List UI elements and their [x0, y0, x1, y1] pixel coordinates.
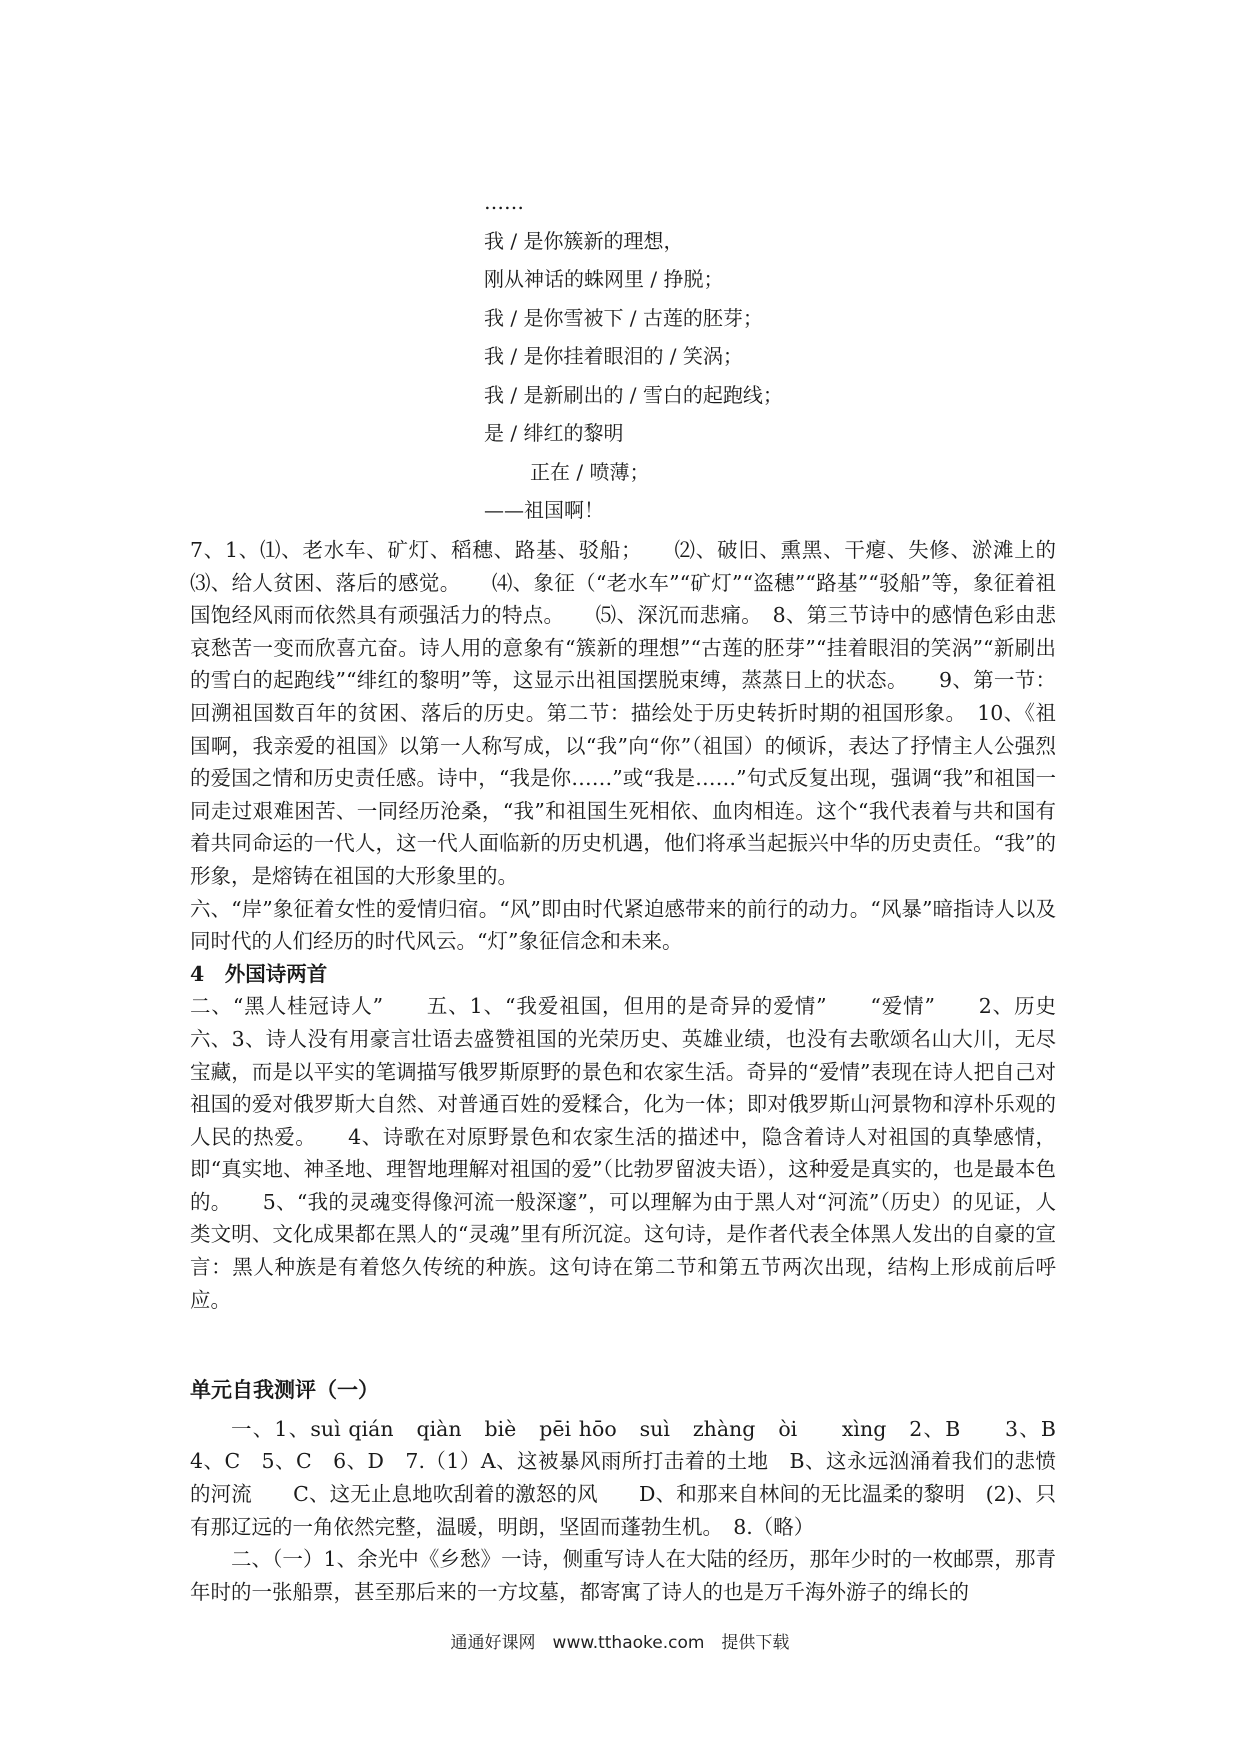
- unit-test-title: 单元自我测评（一）: [190, 1377, 379, 1403]
- answer-paragraph-foreign-poems: 二、“黑人桂冠诗人” 五、1、“我爱祖国，但用的是奇异的爱情” “爱情” 2、历史 六、3、诗人没有用豪言壮语去盛赞祖国的光荣历史、英雄业绩，也没有去歌颂名山大川，无尽宝藏，而是以平实的笔调描写俄罗斯原野的景色和农家生活。奇异的“爱情”表现在诗人把自己对祖国的爱对俄罗斯大自然、对普通百姓的爱糅合，化为一体；即对俄罗斯山河景物和淳朴乐观的人民的热爱。 4、诗歌在对原野景色和农家生活的描述中，隐含着诗人对祖国的真挚感情，即“真实地、神圣地、理智地理解对祖国的爱”（比勃罗留波夫语），这种爱是真实的，也是最本色的。 5、“我的灵魂变得像河流一般深邃”，可以理解为由于黑人对“河流”（历史）的见证，人类文明、文化成果都在黑人的“灵魂”里有所沉淀。这句诗，是作者代表全体黑人发出的自豪的宣言：黑人种族是有着悠久传统的种族。这句诗在第二节和第五节两次出现，结构上形成前后呼应。: [190, 994, 1077, 1312]
- poem-line: 我 / 是你雪被下 / 古莲的胚芽；: [484, 305, 763, 330]
- poem-line: 我 / 是你挂着眼泪的 / 笑涡；: [484, 344, 743, 368]
- answer-content: [190, 534, 1097, 1608]
- answer-paragraph-7-10: 7、1、⑴、老水车、矿灯、稻穗、路基、驳船； ⑵、破旧、熏黑、干瘪、失修、淤滩上的 ⑶、给人贫困、落后的感觉。 ⑷、象征（“老水车”“矿灯”“盗穗”“路基”“驳船”等，象征着祖国饱经风雨而依然具有顽强活力的特点。 ⑸、深沉而悲痛。 8、第三节诗中的感情色彩由悲哀愁苦一变而欣喜亢奋。诗人用的意象有“簇新的理想”“古莲的胚芽”“挂着眼泪的笑涡”“新刷出的雪白的起跑线”“绯红的黎明”等，这显示出祖国摆脱束缚，蒸蒸日上的状态。 9、第一节：回溯祖国数百年的贫困、落后的历史。第二节：描绘处于历史转折时期的祖国形象。 10、《祖国啊，我亲爱的祖国》以第一人称写成，以“我”向“你”（祖国）的倾诉，表达了抒情主人公强烈的爱国之情和历史责任感。诗中，“我是你……”或“我是……”句式反复出现，强调“我”和祖国一同走过艰难困苦、一同经历沧桑，“我”和祖国生死相依、血肉相连。这个“我代表着与共和国有着共同命运的一代人，这一代人面临新的历史机遇，他们将承当起振兴中华的历史责任。“我”的形象，是熔铸在祖国的大形象里的。: [190, 538, 1097, 888]
- poem-excerpt: [484, 183, 1044, 530]
- poem-line: ——祖国啊！: [484, 498, 604, 522]
- poem-line: 正在 / 喷薄；: [530, 459, 650, 484]
- page-footer: 通通好课网 www.tthaoke.com 提供下载: [450, 1633, 790, 1653]
- poem-line: 我 / 是你簇新的理想，: [484, 228, 684, 253]
- poem-line: 刚从神话的蛛网里 / 挣脱；: [484, 267, 724, 291]
- unit-test-paragraph-2: 二、（一）1、余光中《乡愁》一诗，侧重写诗人在大陆的经历，那年少时的一枚邮票，那青年时的一张船票，甚至那后来的一方坟墓，都寄寓了诗人的也是万千海外游子的绵长的: [190, 1547, 1056, 1604]
- poem-line: 我 / 是新刷出的 / 雪白的起跑线；: [484, 382, 783, 407]
- answer-paragraph-6: 六、“岸”象征着女性的爱情归宿。“风”即由时代紧迫感带来的前行的动力。“风暴”暗指诗人以及同时代的人们经历的时代风云。“灯”象征信念和未来。: [190, 896, 1056, 954]
- poem-line-ellipsis: ……: [484, 190, 524, 214]
- section-heading-4: 4 外国诗两首: [190, 961, 328, 986]
- poem-line: 是 / 绯红的黎明: [484, 421, 624, 445]
- section-gap: [190, 1316, 1056, 1374]
- unit-test-paragraph-1: 一、1、suì qián qiàn biè pēi hōo suì zhàng òi xìng 2、B 3、B 4、C 5、C 6、D 7.（1）A、这被暴风雨所打击着的土地 B、这永远汹涌着我们的悲愤的河流 C、这无止息地吹刮着的激怒的风 D、和那来自林间的无比温柔的黎明 (2)、只有那辽远的一角依然完整，温暖，明朗，坚固而蓬勃生机。 8.（略）: [190, 1416, 1097, 1539]
